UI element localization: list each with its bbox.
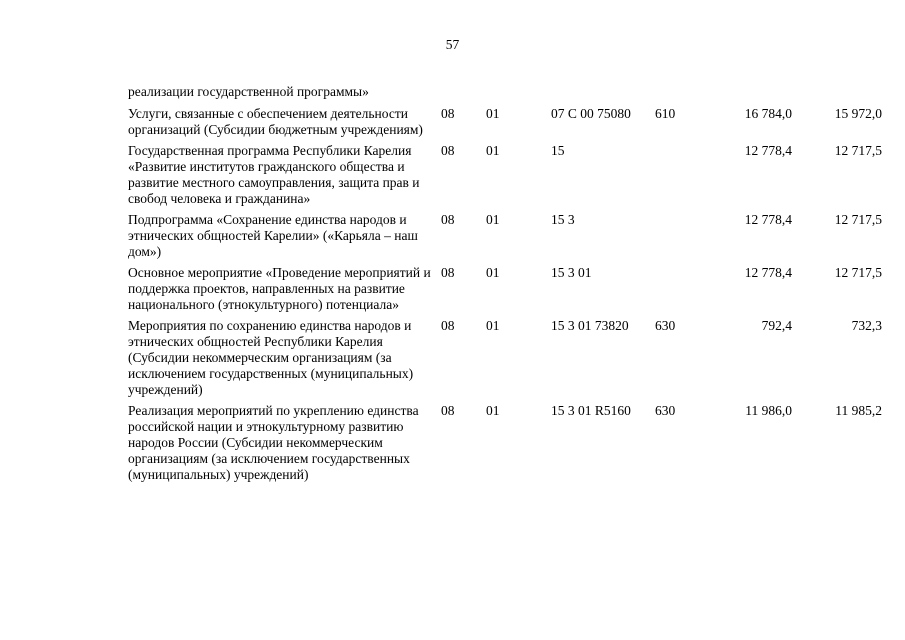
row-section: 08 [441, 265, 455, 280]
table-row [0, 212, 905, 260]
row-amount-2: 11 985,2 [835, 403, 882, 418]
row-subsection: 01 [486, 403, 500, 418]
table-row [0, 143, 905, 207]
row-section: 08 [441, 143, 455, 158]
row-target-article: 07 С 00 75080 [551, 106, 631, 121]
row-target-article: 15 3 [551, 212, 575, 227]
row-subsection: 01 [486, 143, 500, 158]
row-section: 08 [441, 106, 455, 121]
budget-table [0, 106, 905, 483]
row-target-article: 15 3 01 73820 [551, 318, 629, 333]
row-subsection: 01 [486, 318, 500, 333]
table-row [0, 106, 905, 138]
table-row [0, 265, 905, 313]
row-amount-2: 12 717,5 [834, 265, 882, 280]
row-amount-2: 12 717,5 [834, 143, 882, 158]
row-amount-1: 12 778,4 [744, 212, 792, 227]
row-subsection: 01 [486, 265, 500, 280]
row-section: 08 [441, 318, 455, 333]
table-row [0, 318, 905, 398]
row-section: 08 [441, 403, 455, 418]
row-amount-2: 732,3 [851, 318, 882, 333]
row-subsection: 01 [486, 106, 500, 121]
row-target-article: 15 [551, 143, 565, 158]
row-description: Подпрограмма «Сохранение единства народов и этнических общностей Карелии» («Карьяла – наш дом») [128, 212, 418, 259]
row-amount-1: 16 784,0 [744, 106, 792, 121]
table-row [0, 403, 905, 483]
row-amount-1: 12 778,4 [744, 143, 792, 158]
row-amount-1: 12 778,4 [744, 265, 792, 280]
row-amount-1: 792,4 [761, 318, 792, 333]
row-expense-type: 630 [655, 318, 676, 333]
row-description: Услуги, связанные с обеспечением деятельности организаций (Субсидии бюджетным учреждениям) [128, 106, 423, 137]
continued-description: реализации государственной программы» [128, 84, 369, 99]
row-description: Государственная программа Республики Карелия «Развитие институтов гражданского общества и развитие местного самоуправления, защита прав и свобод человека и гражданина» [128, 143, 420, 206]
row-expense-type: 610 [655, 106, 676, 121]
row-target-article: 15 3 01 [551, 265, 592, 280]
row-target-article: 15 3 01 R5160 [551, 403, 631, 418]
row-description: Мероприятия по сохранению единства народов и этнических общностей Республики Карелия (Субсидии некоммерческим организациям (за исключением государственных (муниципальных) учреждений) [128, 318, 414, 397]
row-amount-1: 11 986,0 [745, 403, 792, 418]
page-number: 57 [445, 37, 460, 52]
row-description: Реализация мероприятий по укреплению единства российской нации и этнокультурному развитию народов России (Субсидии некоммерческим организациям (за исключением государственных (муниципальных) учреждений) [128, 403, 419, 482]
row-expense-type: 630 [655, 403, 676, 418]
row-subsection: 01 [486, 212, 500, 227]
row-amount-2: 12 717,5 [834, 212, 882, 227]
row-description: Основное мероприятие «Проведение мероприятий и поддержка проектов, направленных на развитие национального (этнокультурного) потенциала» [128, 265, 431, 312]
row-section: 08 [441, 212, 455, 227]
row-amount-2: 15 972,0 [834, 106, 882, 121]
